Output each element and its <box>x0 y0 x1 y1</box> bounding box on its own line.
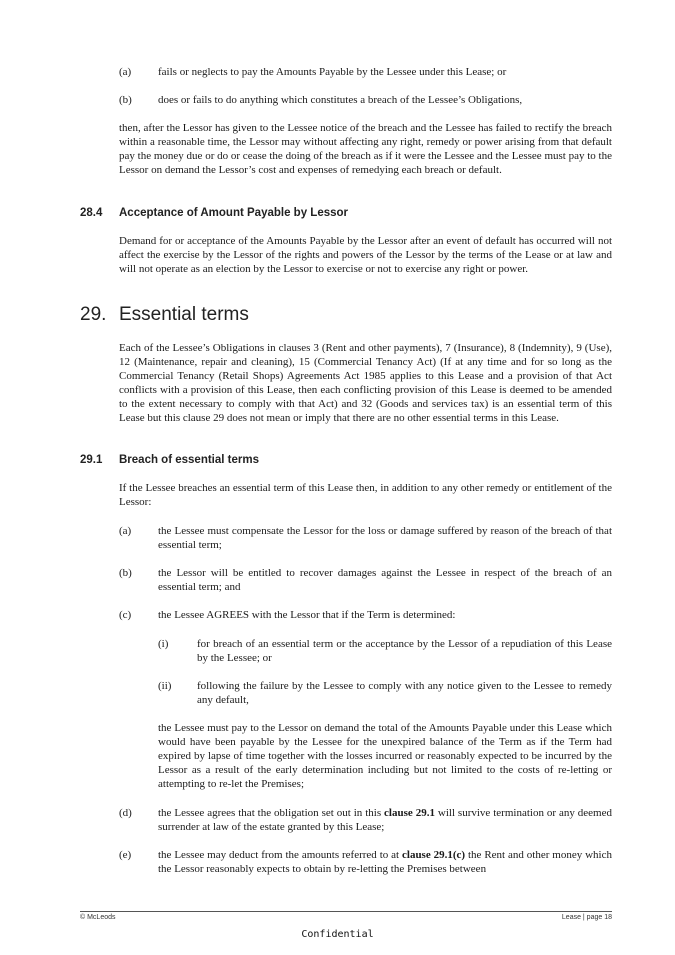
section-29-body: Each of the Lessee’s Obligations in clauses 3 (Rent and other payments), 7 (Insurance), 8 (Indemnity), 9 (Use), 12 (Maintenance, repair and cleaning), 15 (Commercial Tenancy Act) (If at any time and for so long as the Commercial Tenancy (Retail Shops) Agreements Act 1985 applies to this Lease and a provision of that Act conflicts with a provision of this Lease, then each conflicting provision of this Lease is deemed to be amended to the extent necessary to comply with that Act) and 32 (Goods and services tax) is an essential term of this Lease but this clause 29 does not mean or imply that there are no other essential terms in this Lease. <box>119 342 612 424</box>
clause-d-label: (d) <box>119 807 132 819</box>
clause-d-text: the Lessee agrees that the obligation set out in this clause 29.1 will survive termination or any deemed surrender at law of the estate granted by this Lease; <box>158 807 612 833</box>
footer-divider <box>80 911 612 912</box>
section-29-title: Essential terms <box>119 304 249 325</box>
clause-b-label: (b) <box>119 567 132 579</box>
clause-c-i-label: (i) <box>158 638 169 650</box>
section-29-1-title: Breach of essential terms <box>119 454 259 466</box>
clause-c-text: the Lessee AGREES with the Lessor that if the Term is determined: <box>158 609 456 621</box>
item-b-label: (b) <box>119 94 132 106</box>
section-28-4-body: Demand for or acceptance of the Amounts Payable by the Lessor after an event of default has occurred will not affect the exercise by the Lessor of the rights and powers of the Lessor by the terms of the Lease or at law and will not operate as an election by the Lessor to exercise or not to exercise any right or power. <box>119 235 612 275</box>
clause-d-reference: clause 29.1 <box>384 807 435 819</box>
section-28-4-title: Acceptance of Amount Payable by Lessor <box>119 207 349 219</box>
section-29-1-intro: If the Lessee breaches an essential term of this Lease then, in addition to any other remedy or entitlement of the Lessor: <box>119 482 612 508</box>
item-a-label: (a) <box>119 66 132 78</box>
confidential-label: Confidential <box>301 929 374 940</box>
clause-c-i-text: for breach of an essential term or the acceptance by the Lessor of a repudiation of this Lease by the Lessee; or <box>197 638 612 664</box>
clause-e-reference: clause 29.1(c) <box>402 849 466 861</box>
section-28-4-number: 28.4 <box>80 207 103 219</box>
clause-a-label: (a) <box>119 525 132 537</box>
clause-c-ii-label: (ii) <box>158 680 172 692</box>
section-29-1-number: 29.1 <box>80 454 103 466</box>
item-a-text: fails or neglects to pay the Amounts Payable by the Lessee under this Lease; or <box>158 66 507 78</box>
clause-c-label: (c) <box>119 609 132 621</box>
clause-a-text: the Lessee must compensate the Lessor for the loss or damage suffered by reason of the breach of that essential term; <box>158 525 612 551</box>
clause-c-ii-text: following the failure by the Lessee to comply with any notice given to the Lessee to remedy any default, <box>197 680 612 706</box>
clause-e-label: (e) <box>119 849 132 861</box>
then-paragraph: then, after the Lessor has given to the Lessee notice of the breach and the Lessee has failed to rectify the breach within a reasonable time, the Lessor may without affecting any right, remedy or power arising from that default pay the money due or do or cease the doing of the breach as if it were the Lessee and the Lessee must pay to the Lessor on demand the Lessor’s cost and expenses of remedying each breach or default. <box>119 122 612 176</box>
clause-b-text: the Lessor will be entitled to recover damages against the Lessee in respect of the breach of an essential term; and <box>158 567 612 593</box>
footer-copyright: © McLeods <box>80 914 116 921</box>
item-b-text: does or fails to do anything which constitutes a breach of the Lessee’s Obligations, <box>158 94 523 106</box>
clause-c-tail: the Lessee must pay to the Lessor on demand the total of the Amounts Payable under this Lease which would have been payable by the Lessee for the unexpired balance of the Term as if the Term had expired by lapse of time together with the losses incurred or reasonably expected to be incurred by the Lessor as a result of the early determination including but not limited to the costs of re-letting or attempting to re-let the Premises; <box>158 722 612 790</box>
section-29-number: 29. <box>80 304 107 325</box>
footer-page-number: Lease | page 18 <box>561 914 612 921</box>
clause-e-text: the Lessee may deduct from the amounts referred to at clause 29.1(c) the Rent and other money which the Lessor reasonably expects to obtain by re-letting the Premises between <box>158 849 612 875</box>
